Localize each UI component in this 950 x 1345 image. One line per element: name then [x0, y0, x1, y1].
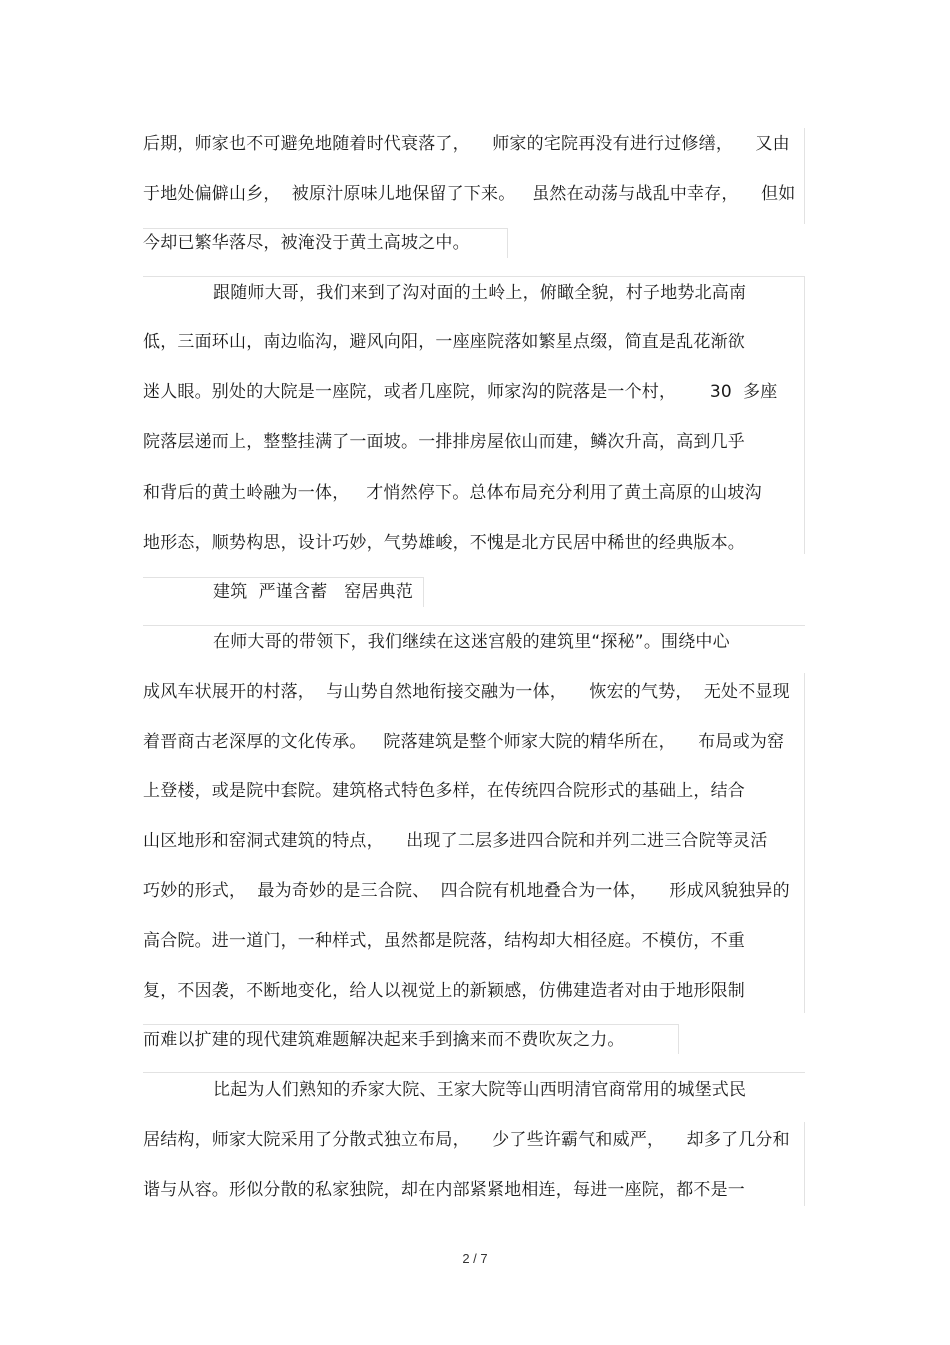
text-line: 今却已繁华落尽，被淹没于黄土高坡之中。 [143, 233, 470, 253]
text-line: 成风车状展开的村落， 与山势自然地衔接交融为一体， 恢宏的气势， 无处不显现 [143, 682, 790, 702]
text-line: 院落层递而上，整整挂满了一面坡。一排排房屋依山而建，鳞次升高，高到几乎 [143, 432, 745, 452]
section-heading: 建筑 严谨含蓄 窑居典范 [213, 582, 414, 602]
text-line: 在师大哥的带领下，我们继续在这迷宫般的建筑里“探秘”。围绕中心 [213, 632, 730, 652]
frame-line [143, 276, 805, 277]
frame-line [804, 673, 805, 1013]
frame-line [423, 577, 424, 607]
text-line: 和背后的黄土岭融为一体， 才悄然停下。总体布局充分利用了黄土高原的山坡沟 [143, 483, 762, 503]
text-line: 山区地形和窑洞式建筑的特点， 出现了二层多进四合院和并列二进三合院等灵活 [143, 831, 768, 851]
text-line: 高合院。进一道门，一种样式，虽然都是院落，结构却大相径庭。不模仿，不重 [143, 931, 745, 951]
text-line: 上登楼，或是院中套院。建筑格式特色多样，在传统四合院形式的基础上，结合 [143, 781, 745, 801]
text-line: 谐与从容。形似分散的私家独院，却在内部紧紧地相连，每进一座院，都不是一 [143, 1180, 745, 1200]
text-line: 居结构，师家大院采用了分散式独立布局， 少了些许霸气和威严， 却多了几分和 [143, 1130, 790, 1150]
text-line: 而难以扩建的现代建筑难题解决起来手到擒来而不费吹灰之力。 [143, 1030, 625, 1050]
text-line: 跟随师大哥，我们来到了沟对面的土岭上，俯瞰全貌，村子地势北高南 [213, 283, 747, 303]
text-line: 着晋商古老深厚的文化传承。 院落建筑是整个师家大院的精华所在， 布局或为窑 [143, 732, 785, 752]
frame-line [804, 128, 805, 224]
frame-line [143, 1072, 805, 1073]
frame-line [678, 1024, 679, 1054]
text-line: 低，三面环山，南边临沟，避风向阳，一座座院落如繁星点缀，简直是乱花渐欲 [143, 332, 745, 352]
text-line: 复，不因袭，不断地变化，给人以视觉上的新颖感，仿佛建造者对由于地形限制 [143, 981, 745, 1001]
text-line: 巧妙的形式， 最为奇妙的是三合院、 四合院有机地叠合为一体， 形成风貌独异的 [143, 881, 790, 901]
frame-line [507, 228, 508, 258]
page-number: 2 / 7 [462, 1251, 488, 1266]
frame-line [804, 276, 805, 554]
text-line: 比起为人们熟知的乔家大院、王家大院等山西明清官商常用的城堡式民 [213, 1080, 747, 1100]
text-line: 后期，师家也不可避免地随着时代衰落了， 师家的宅院再没有进行过修缮， 又由 [143, 134, 790, 154]
frame-line [804, 1122, 805, 1206]
frame-line [143, 625, 805, 626]
frame-line [143, 1024, 678, 1025]
text-line: 于地处偏僻山乡， 被原汁原味儿地保留了下来。 虽然在动荡与战乱中幸存， 但如 [143, 184, 796, 204]
text-line: 迷人眼。别处的大院是一座院，或者几座院，师家沟的院落是一个村， 30 多座 [143, 382, 778, 402]
text-line: 地形态，顺势构思，设计巧妙，气势雄峻，不愧是北方民居中稀世的经典版本。 [143, 533, 745, 553]
